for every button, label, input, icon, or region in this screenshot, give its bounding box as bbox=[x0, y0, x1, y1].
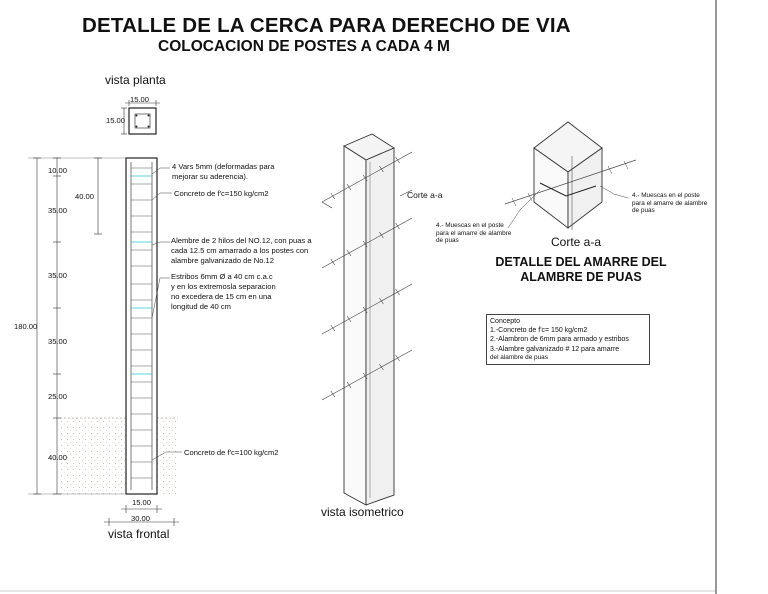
concept-item: 2.-Alambron de 6mm para armado y estribos bbox=[490, 336, 629, 344]
barb-mark bbox=[331, 325, 335, 331]
iso-cut-label: Corte a-a bbox=[407, 190, 443, 200]
iso-view-label: vista isometrico bbox=[321, 505, 404, 519]
note-concrete-post: Concreto de f'c=150 kg/cm2 bbox=[174, 189, 269, 198]
front-dim-5: 25.00 bbox=[48, 392, 68, 401]
detail-note-right: 4.- Muescas en el poste para el amarre de alambre de puas bbox=[632, 192, 708, 215]
front-dim-total: 180.00 bbox=[14, 322, 38, 331]
concept-item: del alambre de puas bbox=[490, 353, 548, 361]
detail-title: DETALLE DEL AMARRE DEL ALAMBRE DE PUAS bbox=[495, 255, 667, 284]
note-concrete-footing: Concreto de f'c=100 kg/cm2 bbox=[184, 448, 279, 457]
concept-box bbox=[486, 314, 650, 365]
front-dim-post-width: 15.00 bbox=[132, 498, 152, 507]
concept-heading: Concepto bbox=[490, 318, 520, 325]
barb-mark bbox=[396, 289, 400, 295]
note-stirrups: Estribos 6mm Ø a 40 cm c.a.c y en los extremosla separacion no excedera de 15 cm en una longitud de 40 cm bbox=[171, 272, 276, 311]
barb-mark bbox=[396, 223, 400, 229]
front-dim-footing-width: 30.00 bbox=[131, 514, 151, 523]
front-dim-4: 35.00 bbox=[48, 337, 68, 346]
note-wire: Alembre de 2 hilos del NO.12, con puas a cada 12.5 cm amarrado a los postes con alambre galvanizado de No.12 bbox=[171, 236, 312, 265]
plan-dim-width: 15.00 bbox=[130, 95, 150, 104]
drawing-title: DETALLE DE LA CERCA PARA DERECHO DE VIA bbox=[82, 14, 571, 37]
barb-mark bbox=[396, 157, 400, 163]
detail-cut-label: Corte a-a bbox=[551, 235, 602, 249]
detail-note-left: 4.- Muescas en el poste para el amarre de alambre de puas bbox=[436, 222, 512, 245]
note-vars: 4 Vars 5mm (deformadas para mejorar su aderencia). bbox=[172, 162, 275, 181]
front-dim-1: 10.00 bbox=[48, 166, 68, 175]
barb-mark bbox=[331, 391, 335, 397]
plan-dim-depth: 15.00 bbox=[106, 116, 126, 125]
detail-drawing bbox=[505, 122, 636, 230]
plan-view-drawing bbox=[121, 100, 160, 134]
front-dim-inner: 40.00 bbox=[75, 192, 95, 201]
barb-mark bbox=[331, 259, 335, 265]
plan-view-label: vista planta bbox=[105, 73, 166, 87]
isometric-view-drawing bbox=[322, 134, 412, 505]
front-dim-6: 40.00 bbox=[48, 453, 68, 462]
front-dim-2: 35.00 bbox=[48, 206, 68, 215]
concept-item: 1.-Concreto de f'c= 150 kg/cm2 bbox=[490, 327, 588, 335]
front-dim-3: 35.00 bbox=[48, 271, 68, 280]
concept-item: 3.-Alambre galvanizado # 12 para amarre bbox=[490, 345, 620, 353]
drawing-subtitle: COLOCACION DE POSTES A CADA 4 M bbox=[158, 38, 450, 55]
front-view-label: vista frontal bbox=[108, 527, 170, 541]
barb-mark bbox=[396, 355, 400, 361]
barb-mark bbox=[331, 193, 335, 199]
